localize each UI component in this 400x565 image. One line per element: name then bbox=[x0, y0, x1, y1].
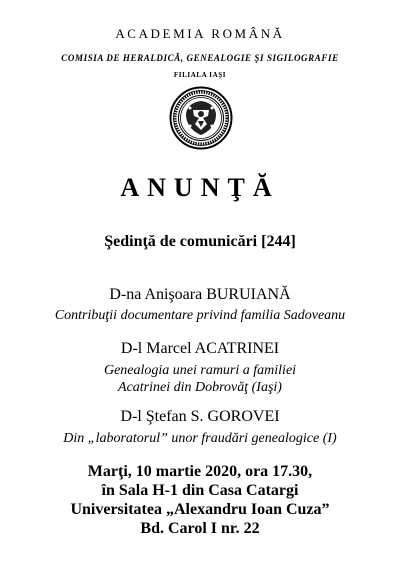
event-date-time: Marţi, 10 martie 2020, ora 17.30, bbox=[87, 463, 313, 480]
branch-name: FILIALA IAŞI bbox=[173, 71, 227, 79]
talk-3-speaker: D-l Ştefan S. GOROVEI bbox=[120, 408, 280, 425]
academy-seal-icon bbox=[169, 86, 233, 150]
talk-1-speaker: D-na Anişoara BURUIANĂ bbox=[109, 286, 291, 303]
talk-2-title-line-2: Acatrinei din Dobrovăţ (Iaşi) bbox=[118, 380, 282, 395]
event-university: Universitatea „Alexandru Ioan Cuza” bbox=[70, 501, 330, 518]
talk-2-speaker: D-l Marcel ACATRINEI bbox=[120, 340, 280, 357]
event-room: în Sala H-1 din Casa Catargi bbox=[101, 482, 299, 499]
academy-name: ACADEMIA ROMÂNĂ bbox=[115, 26, 285, 41]
talk-2-title-line-1: Genealogia unei ramuri a familiei bbox=[103, 363, 297, 378]
announcement-title: ANUNŢĂ bbox=[120, 173, 280, 202]
talk-1-title: Contribuţii documentare privind familia Sadoveanu bbox=[54, 308, 346, 323]
event-address: Bd. Carol I nr. 22 bbox=[140, 520, 260, 537]
commission-name: COMISIA DE HERALDICĂ, GENEALOGIE ŞI SIGILOGRAFIE bbox=[61, 53, 339, 63]
session-title: Şedinţă de comunicări [244] bbox=[104, 233, 296, 250]
talk-3-title: Din „laboratorul” unor fraudări genealogice (I) bbox=[63, 431, 337, 446]
